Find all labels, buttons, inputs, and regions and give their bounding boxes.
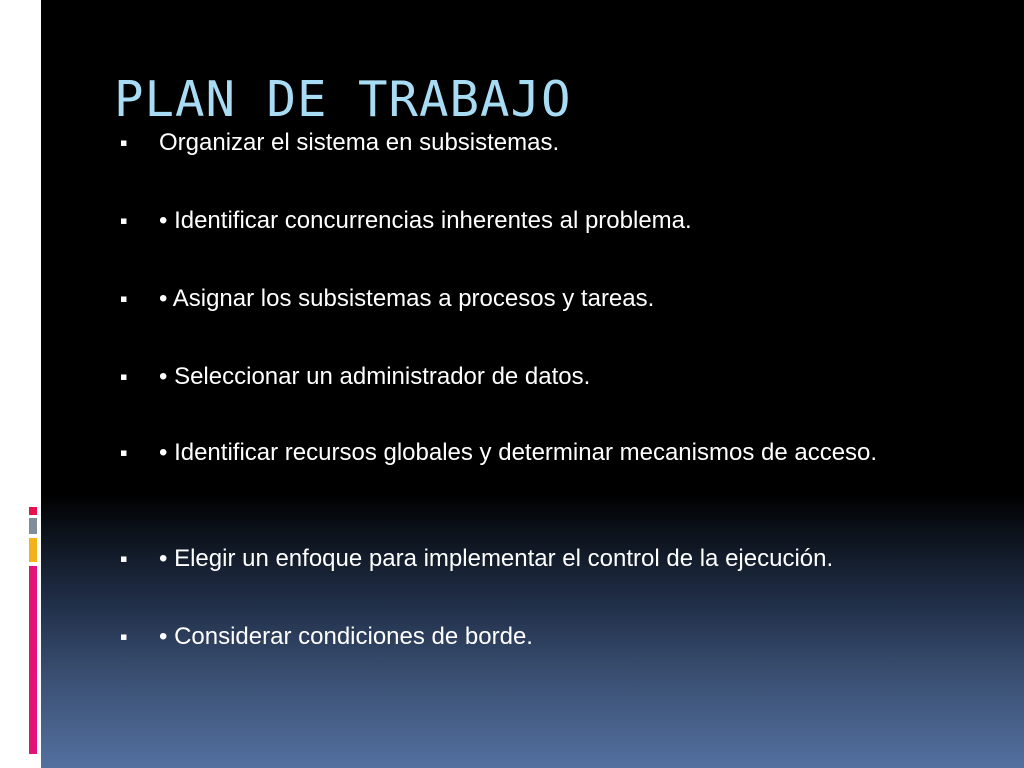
slide-title: PLAN DE TRABAJO [114,71,572,128]
bullet-text: • Identificar recursos globales y determinar mecanismos de acceso. [159,439,878,466]
accent-bar-gold [29,538,37,562]
bullet-text: • Seleccionar un administrador de datos. [159,363,591,390]
bullet-item [120,362,940,391]
bullet-item [120,128,940,157]
square-bullet-icon: ▪ [120,136,128,149]
square-bullet-icon: ▪ [120,292,128,305]
bullet-text: • Elegir un enfoque para implementar el control de la ejecución. [159,545,834,572]
accent-bar-grey [29,518,37,534]
square-bullet-icon: ▪ [120,630,128,643]
bullet-item [120,206,940,235]
bullet-item [120,544,940,573]
bullet-item [120,438,940,467]
bullet-item [120,284,940,313]
bullet-text: • Asignar los subsistemas a procesos y tareas. [159,285,655,312]
bullet-text: • Considerar condiciones de borde. [159,623,533,650]
square-bullet-icon: ▪ [120,552,128,565]
accent-bar-pink [29,566,37,754]
bullet-text: • Identificar concurrencias inherentes al problema. [159,207,692,234]
square-bullet-icon: ▪ [120,370,128,383]
bullet-item [120,622,940,651]
bullet-text: Organizar el sistema en subsistemas. [159,129,560,156]
square-bullet-icon: ▪ [120,446,128,459]
square-bullet-icon: ▪ [120,214,128,227]
accent-bar-red [29,507,37,515]
